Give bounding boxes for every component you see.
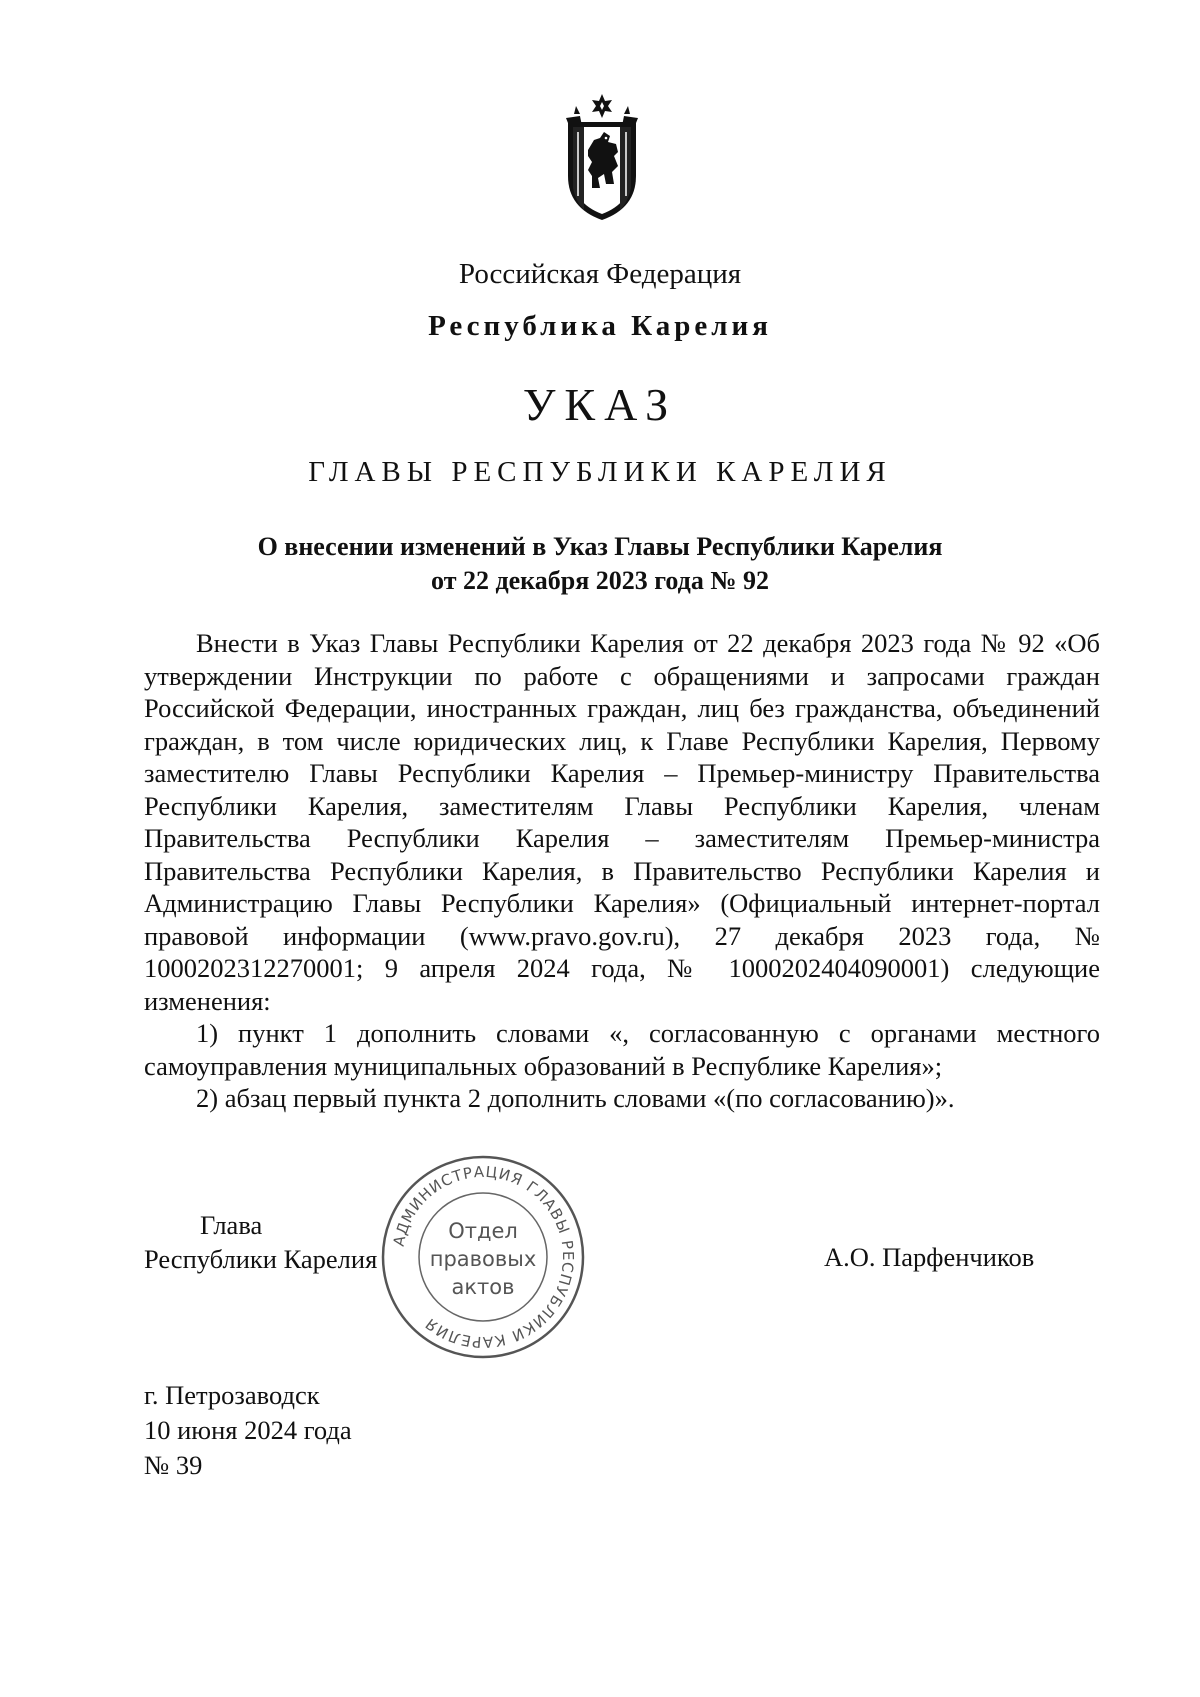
signatory-title-line1: Глава (200, 1210, 263, 1240)
karelia-coat-of-arms-icon (560, 92, 644, 222)
stamp-line1: Отдел (448, 1219, 518, 1243)
republic-name: Республика Карелия (428, 310, 772, 342)
issue-date: 10 июня 2024 года (144, 1415, 352, 1445)
city: г. Петрозаводск (144, 1380, 320, 1410)
amendment-item-1: 1) пункт 1 дополнить словами «, согласованную с органами местного самоуправления муниципальных образований в Республике Карелия»; (144, 1018, 1100, 1081)
signatory-title (144, 1208, 377, 1276)
document-title-line2: от 22 декабря 2023 года № 92 (431, 566, 769, 595)
decree-number: № 39 (144, 1450, 203, 1480)
official-stamp (378, 1152, 588, 1362)
signatory-name: А.О. Парфенчиков (824, 1242, 1035, 1272)
place-date-number (144, 1378, 352, 1483)
stamp-ring-text: АДМИНИСТРАЦИЯ ГЛАВЫ РЕСПУБЛИКИ КАРЕЛИЯ (389, 1162, 578, 1352)
issuer: ГЛАВЫ РЕСПУБЛИКИ КАРЕЛИЯ (308, 456, 892, 488)
document-body (144, 627, 1100, 1115)
document-title (0, 530, 1200, 598)
country-name: Российская Федерация (458, 258, 742, 290)
body-paragraph: Внести в Указ Главы Республики Карелия от 22 декабря 2023 года № 92 «Об утверждении Инструкции по работе с обращениями и запросами граждан Российской Федерации, иностранных граждан, лиц без гражданства, объединений граждан, в том числе юридических лиц, к Главе Республики Карелия, Первому заместителю Главы Республики Карелия – Премьер-министру Правительства Республики Карелия, заместителям Главы Республики Карелия, членам Правительства Республики Карелия – заместителям Премьер-министра Правительства Республики Карелия, в Правительство Республики Карелия и Администрацию Главы Республики Карелия» (Официальный интернет-портал правовой информации (www.pravo.gov.ru), 27 декабря 2023 года, № 1000202312270001; 9 апреля 2024 года, № 1000202404090001) следующие изменения: (144, 628, 1100, 1016)
stamp-line2: правовых (429, 1247, 537, 1271)
signatory-title-line2: Республики Карелия (144, 1244, 378, 1274)
stamp-line3: актов (451, 1275, 515, 1299)
document-type: УКАЗ (522, 379, 678, 430)
document-title-line1: О внесении изменений в Указ Главы Республики Карелия (257, 532, 943, 561)
amendment-item-2: 2) абзац первый пункта 2 дополнить словами «(по согласованию)». (196, 1083, 955, 1113)
